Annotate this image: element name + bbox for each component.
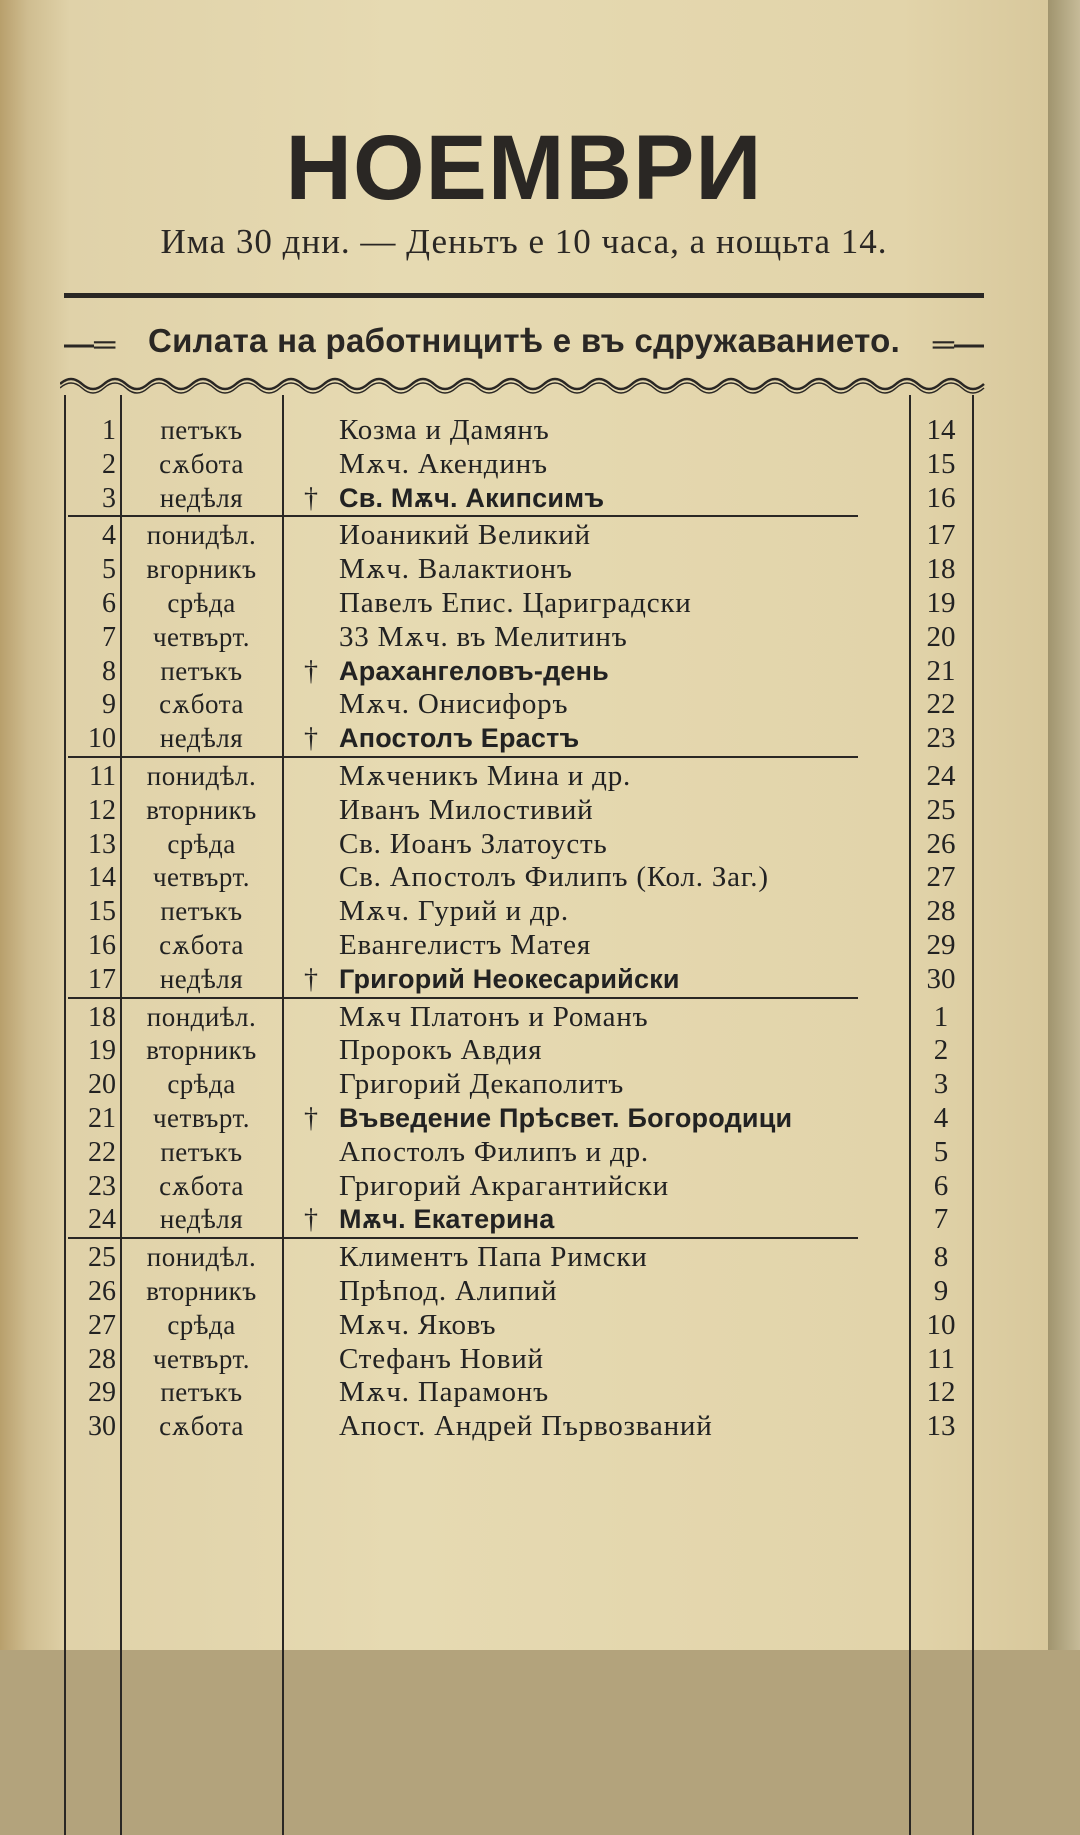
week-separator bbox=[68, 1237, 858, 1239]
saint-name: Григорий Акрагантийски bbox=[339, 1169, 669, 1202]
table-row bbox=[64, 1135, 984, 1170]
old-style-date: 30 bbox=[926, 962, 956, 995]
old-style-date: 11 bbox=[927, 1342, 955, 1375]
saint-name: Мѫч. Акендинъ bbox=[339, 447, 548, 480]
old-style-date: 22 bbox=[926, 688, 956, 721]
week-separator bbox=[68, 756, 858, 758]
old-style-date: 7 bbox=[933, 1203, 949, 1236]
table-row bbox=[64, 1169, 984, 1204]
day-number: 1 bbox=[102, 415, 116, 446]
day-number: 17 bbox=[88, 963, 116, 995]
table-row bbox=[64, 928, 984, 963]
motto-banner bbox=[64, 314, 984, 364]
day-number: 28 bbox=[88, 1343, 116, 1375]
old-style-date: 21 bbox=[926, 654, 956, 687]
day-number: 2 bbox=[102, 448, 116, 480]
day-number: 14 bbox=[88, 862, 116, 894]
old-style-date: 13 bbox=[926, 1410, 956, 1443]
table-row bbox=[64, 860, 984, 895]
weekday: недѣля bbox=[159, 482, 244, 513]
saint-name: Въведение Прѣсвет. Богородици bbox=[339, 1103, 793, 1133]
old-style-date: 25 bbox=[926, 793, 956, 826]
saint-name: Павелъ Епис. Цариградски bbox=[339, 587, 692, 619]
saint-name: Мѫч. Парамонъ bbox=[339, 1376, 549, 1409]
weekday: сѫбота bbox=[159, 448, 244, 479]
table-row bbox=[64, 1033, 984, 1068]
page-subtitle: Има 30 дни. — Деньтъ е 10 часа, а нощьта 14. bbox=[160, 222, 888, 261]
saint-name: Григорий Декаполитъ bbox=[339, 1068, 625, 1101]
top-rule bbox=[64, 293, 984, 298]
saint-name: Григорий Неокесарийски bbox=[339, 963, 680, 994]
table-row bbox=[64, 1274, 984, 1309]
day-number: 22 bbox=[88, 1136, 116, 1168]
day-number: 25 bbox=[88, 1242, 116, 1274]
table-row bbox=[64, 620, 984, 655]
day-number: 8 bbox=[102, 655, 116, 687]
day-number: 26 bbox=[88, 1276, 116, 1307]
wavy-border-icon bbox=[60, 372, 988, 394]
day-number: 13 bbox=[88, 828, 116, 860]
table-row bbox=[64, 1240, 984, 1275]
weekday: вгорникъ bbox=[146, 554, 257, 585]
table-row bbox=[64, 1375, 984, 1410]
saint-name: Св. Мѫч. Акипсимъ bbox=[339, 482, 605, 513]
saint-name: Козма и Дамянъ bbox=[339, 414, 550, 446]
weekday: четвърт. bbox=[152, 862, 251, 893]
saint-name: Апост. Андрей Първозваний bbox=[339, 1410, 713, 1443]
old-style-date: 29 bbox=[926, 929, 956, 961]
saint-name: 33 Мѫч. въ Мелитинъ bbox=[339, 620, 628, 653]
weekday: срѣда bbox=[167, 1069, 236, 1100]
table-row bbox=[64, 793, 984, 828]
weekday: понидѣл. bbox=[146, 520, 257, 551]
weekday: сѫбота bbox=[159, 1411, 244, 1442]
old-style-date: 14 bbox=[926, 414, 956, 446]
saint-name: Мѫч. Яковъ bbox=[339, 1308, 497, 1341]
ornament-left-icon: —═ bbox=[64, 328, 116, 361]
table-row bbox=[64, 894, 984, 929]
saint-name: Св. Апостолъ Филипъ (Кол. Заг.) bbox=[339, 861, 769, 894]
day-number: 18 bbox=[88, 1001, 116, 1033]
saint-name: Климентъ Папа Римски bbox=[339, 1241, 648, 1274]
weekday: сѫбота bbox=[159, 1170, 244, 1201]
day-number: 3 bbox=[102, 482, 116, 514]
old-style-date: 27 bbox=[926, 861, 956, 894]
day-number: 9 bbox=[102, 689, 116, 721]
saint-name: Св. Иоанъ Златоусть bbox=[339, 827, 608, 860]
motto-text: Силата на работницитѣ е въ сдружаванието. bbox=[147, 322, 901, 359]
day-number: 6 bbox=[102, 588, 116, 619]
feast-cross-icon: † bbox=[304, 655, 318, 687]
table-row bbox=[64, 413, 984, 448]
weekday: четвърт. bbox=[152, 1343, 251, 1374]
weekday: недѣля bbox=[159, 1204, 244, 1235]
feast-cross-icon: † bbox=[304, 1103, 318, 1134]
saint-name: Иванъ Милостивий bbox=[339, 793, 594, 826]
day-number: 20 bbox=[88, 1069, 116, 1101]
saint-name: Арахангеловъ-день bbox=[339, 655, 609, 686]
table-row bbox=[64, 1000, 984, 1035]
old-style-date: 26 bbox=[926, 827, 956, 860]
old-style-date: 18 bbox=[926, 553, 956, 586]
table-row bbox=[64, 447, 984, 482]
day-number: 11 bbox=[89, 761, 116, 792]
day-number: 23 bbox=[88, 1170, 116, 1202]
table-row bbox=[64, 586, 984, 621]
week-separator bbox=[68, 515, 858, 517]
day-number: 10 bbox=[88, 723, 116, 755]
saint-name: Мѫч. Онисифоръ bbox=[339, 688, 569, 721]
old-style-date: 12 bbox=[926, 1376, 956, 1409]
old-style-date: 23 bbox=[926, 722, 956, 755]
weekday: петъкъ bbox=[160, 415, 243, 445]
day-number: 4 bbox=[102, 520, 116, 552]
weekday: вторникъ bbox=[146, 794, 257, 825]
saint-name: Апостолъ Ерастъ bbox=[339, 723, 580, 754]
table-row bbox=[64, 1409, 984, 1444]
table-row bbox=[64, 654, 984, 689]
book-spine bbox=[1048, 0, 1080, 1650]
old-style-date: 4 bbox=[933, 1102, 949, 1134]
weekday: срѣда bbox=[167, 828, 236, 859]
weekday: петъкъ bbox=[160, 1377, 243, 1408]
old-style-date: 10 bbox=[926, 1308, 956, 1341]
old-style-date: 3 bbox=[933, 1068, 949, 1101]
saint-name: Евангелистъ Матея bbox=[339, 929, 591, 961]
calendar-table bbox=[64, 395, 984, 1835]
day-number: 29 bbox=[88, 1377, 116, 1409]
feast-cross-icon: † bbox=[304, 723, 318, 755]
old-style-date: 6 bbox=[933, 1169, 949, 1202]
day-number: 7 bbox=[102, 621, 116, 653]
weekday: петъкъ bbox=[160, 896, 243, 927]
weekday: четвърт. bbox=[152, 621, 251, 652]
feast-cross-icon: † bbox=[304, 963, 318, 995]
day-number: 5 bbox=[102, 554, 116, 586]
day-number: 15 bbox=[88, 896, 116, 928]
week-separator bbox=[68, 997, 858, 999]
saint-name: Мѫч Платонъ и Романъ bbox=[339, 1000, 649, 1033]
feast-cross-icon: † bbox=[304, 482, 318, 514]
old-style-date: 28 bbox=[926, 895, 956, 928]
weekday: срѣда bbox=[167, 588, 236, 618]
old-style-date: 24 bbox=[926, 760, 956, 792]
old-style-date: 15 bbox=[926, 447, 956, 480]
weekday: пондиѣл. bbox=[146, 1001, 257, 1032]
weekday: сѫбота bbox=[159, 689, 244, 720]
saint-name: Иоаникий Великий bbox=[339, 519, 591, 552]
weekday: сѫбота bbox=[159, 930, 244, 960]
table-row bbox=[64, 518, 984, 553]
table-row bbox=[64, 1067, 984, 1102]
weekday: недѣля bbox=[159, 963, 244, 994]
table-row bbox=[64, 827, 984, 862]
old-style-date: 9 bbox=[933, 1275, 949, 1307]
day-number: 16 bbox=[88, 930, 116, 961]
table-row bbox=[64, 552, 984, 587]
table-row bbox=[64, 1308, 984, 1343]
feast-cross-icon: † bbox=[304, 1204, 318, 1236]
page-title: НОЕМВРИ bbox=[285, 117, 763, 219]
day-number: 12 bbox=[88, 794, 116, 826]
table-row bbox=[64, 962, 984, 997]
table-row bbox=[64, 759, 984, 794]
weekday: петъкъ bbox=[160, 1136, 243, 1167]
day-number: 21 bbox=[88, 1103, 116, 1134]
weekday: срѣда bbox=[167, 1309, 236, 1340]
day-number: 27 bbox=[88, 1309, 116, 1341]
ornament-right-icon: ═— bbox=[932, 328, 984, 361]
weekday: вторникъ bbox=[146, 1035, 257, 1066]
old-style-date: 16 bbox=[926, 481, 956, 514]
table-row bbox=[64, 1101, 984, 1136]
table-row bbox=[64, 1342, 984, 1377]
old-style-date: 2 bbox=[933, 1034, 949, 1067]
weekday: вторникъ bbox=[146, 1276, 257, 1306]
weekday: понидѣл. bbox=[146, 761, 257, 791]
day-number: 24 bbox=[88, 1204, 116, 1236]
table-row bbox=[64, 1202, 984, 1237]
table-row bbox=[64, 687, 984, 722]
saint-name: Пророкъ Авдия bbox=[339, 1034, 543, 1067]
old-style-date: 8 bbox=[933, 1241, 949, 1274]
old-style-date: 5 bbox=[933, 1135, 949, 1168]
old-style-date: 17 bbox=[926, 519, 956, 552]
day-number: 30 bbox=[88, 1411, 116, 1443]
table-row bbox=[64, 481, 984, 516]
weekday: петъкъ bbox=[160, 655, 243, 686]
saint-name: Прѣпод. Алипий bbox=[339, 1275, 558, 1307]
saint-name: Апостолъ Филипъ и др. bbox=[339, 1135, 649, 1168]
old-style-date: 19 bbox=[926, 587, 956, 619]
day-number: 19 bbox=[88, 1035, 116, 1067]
weekday: четвърт. bbox=[152, 1103, 251, 1133]
saint-name: Мѫченикъ Мина и др. bbox=[339, 760, 632, 792]
saint-name: Мѫч. Валактионъ bbox=[339, 553, 573, 586]
old-style-date: 1 bbox=[933, 1000, 949, 1033]
weekday: недѣля bbox=[159, 723, 244, 754]
weekday: понидѣл. bbox=[146, 1242, 257, 1273]
saint-name: Мѫч. Екатерина bbox=[339, 1204, 555, 1235]
old-style-date: 20 bbox=[926, 620, 956, 653]
saint-name: Мѫч. Гурий и др. bbox=[339, 895, 569, 928]
table-row bbox=[64, 721, 984, 756]
saint-name: Стефанъ Новий bbox=[339, 1342, 544, 1375]
